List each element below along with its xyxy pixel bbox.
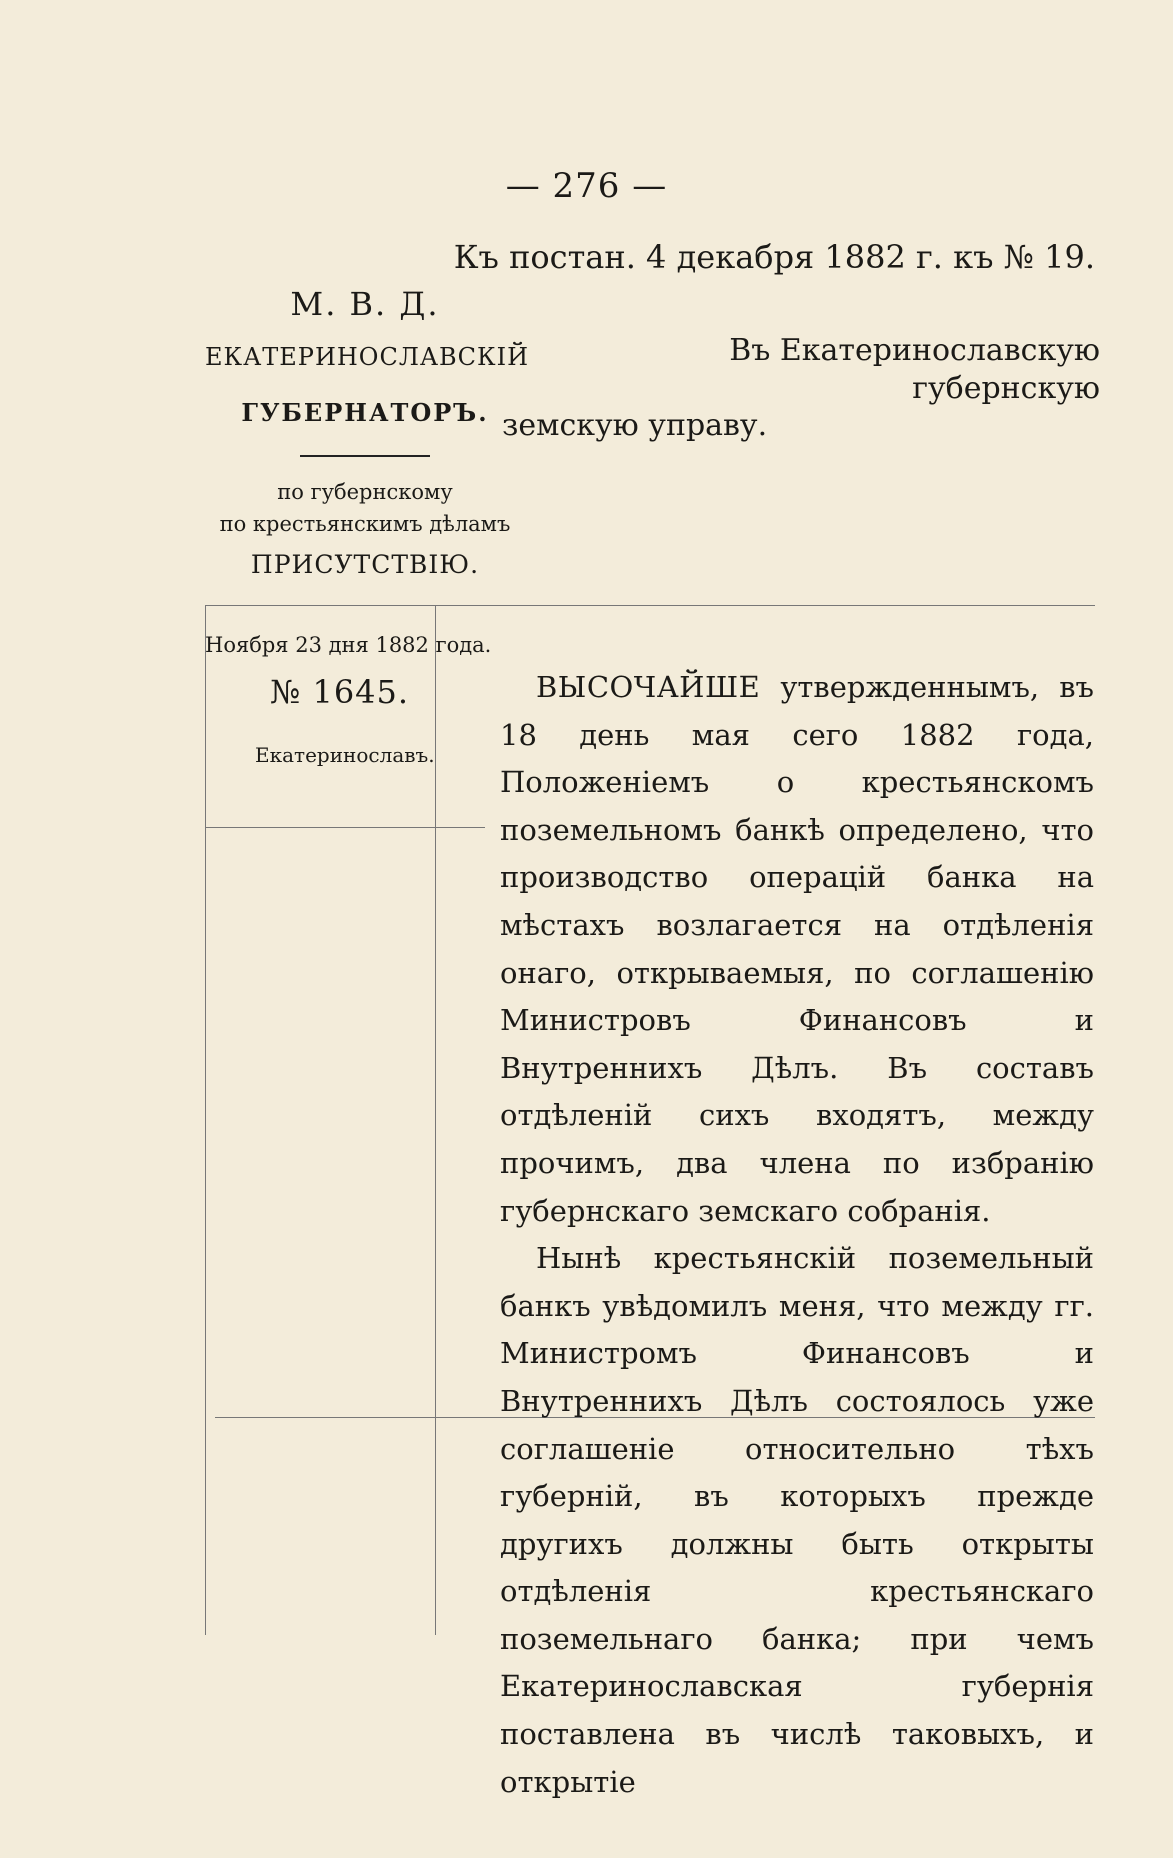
addressee-line2: земскую управу.: [502, 408, 768, 443]
date-line: Ноября 23 дня 1882 года.: [205, 633, 492, 657]
sender-office-line1: по губернскому: [277, 480, 453, 504]
letter-body: [500, 664, 1094, 1806]
body-paragraph-1-text: утвержденнымъ, въ 18 день мая сего 1882 года, Положеніемъ о крестьянскомъ поземельномъ банкѣ определено, что производство операцій банка на мѣстахъ возлагается на отдѣленія онаго, открываемыя, по соглашенію Министровъ Финансовъ и Внутреннихъ Дѣлъ. Въ составъ отдѣленій сихъ входятъ, между прочимъ, два члена по избранію губернскаго земскаго собранія.: [500, 670, 1094, 1228]
sender-title-line2: ГУБЕРНАТОРЪ.: [241, 398, 489, 427]
header-divider: [300, 455, 430, 457]
sender-office-line3: ПРИСУТСТВІЮ.: [250, 550, 480, 579]
city-name: Екатеринославъ.: [255, 743, 435, 767]
sender-ministry: М. В. Д.: [290, 285, 440, 323]
body-paragraph-2: Нынѣ крестьянскій поземельный банкъ увѣдомилъ меня, что между гг. Министромъ Финансовъ и Внутреннихъ Дѣлъ состоялось уже соглашеніе относительно тѣхъ губерній, въ которыхъ прежде другихъ должны быть открыты отдѣленія крестьянскаго поземельнаго банка; при чемъ Екатеринославская губернія поставлена въ числѣ таковыхъ, и открытіе: [500, 1241, 1094, 1799]
body-paragraph-1: [500, 664, 1094, 1235]
sender-office-line2: по крестьянскимъ дѣламъ: [219, 512, 511, 536]
sender-title-line1: ЕКАТЕРИНОСЛАВСКІЙ: [205, 343, 530, 371]
page-number: — 276 —: [505, 166, 668, 206]
addressee-line1: Въ Екатеринославскую губернскую: [729, 333, 1100, 406]
top-reference: Къ постан. 4 декабря 1882 г. къ № 19.: [453, 238, 1095, 276]
frame-top-line: [205, 605, 1095, 606]
frame-mid-line: [205, 827, 485, 828]
frame-left-line: [205, 605, 206, 1635]
document-number: № 1645.: [270, 673, 410, 711]
frame-inner-line: [435, 605, 436, 1635]
body-paragraph-1-lead: ВЫСОЧАЙШЕ: [536, 670, 761, 704]
addressee-block: [502, 332, 1100, 445]
